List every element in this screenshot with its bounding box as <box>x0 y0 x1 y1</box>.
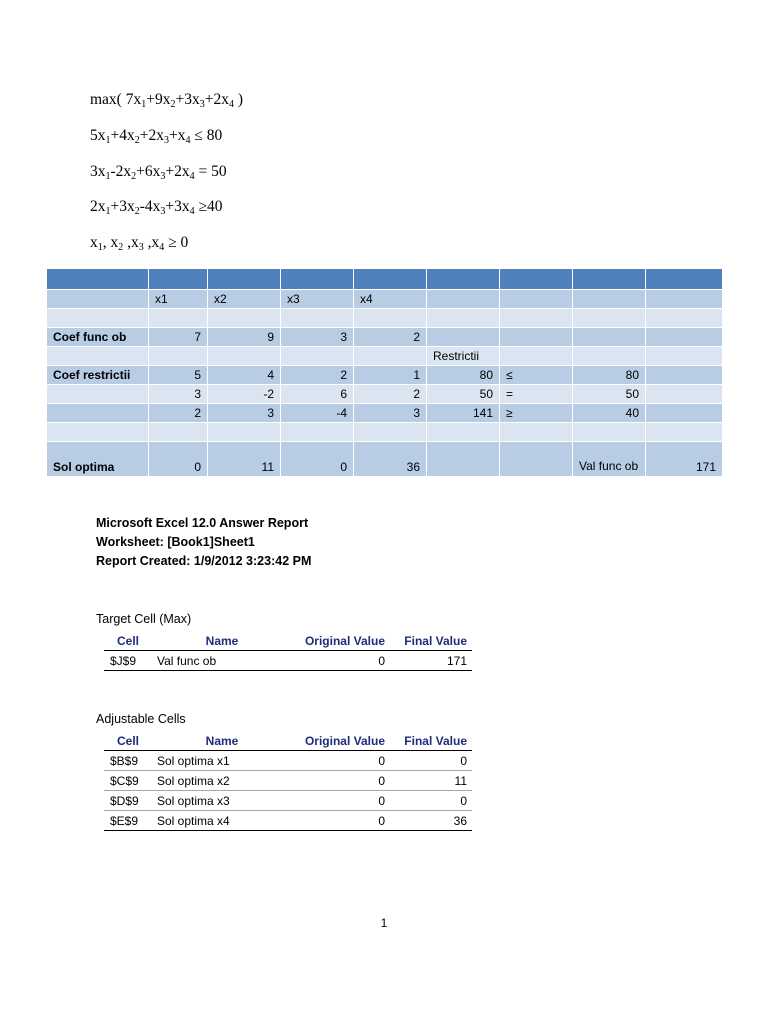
coef-func-row <box>47 328 723 347</box>
restriction-label <box>47 385 149 404</box>
var-x3: x3 <box>281 290 354 309</box>
final-value: 0 <box>390 751 472 771</box>
restriction-lhs: 141 <box>427 404 500 423</box>
adjustable-cells-title: Adjustable Cells <box>96 712 186 726</box>
restriction-row <box>47 385 723 404</box>
report-created: Report Created: 1/9/2012 3:23:42 PM <box>96 554 312 568</box>
restriction-coef: 2 <box>149 404 208 423</box>
variables-row <box>47 290 723 309</box>
table-row <box>104 791 472 811</box>
coef-func-x3: 3 <box>281 328 354 347</box>
objective-value-label: Val func ob <box>573 442 646 477</box>
restriction-coef: 4 <box>208 366 281 385</box>
restriction-rhs: 40 <box>573 404 646 423</box>
restriction-row <box>47 366 723 385</box>
restriction-coef: 2 <box>281 366 354 385</box>
var-x2: x2 <box>208 290 281 309</box>
header-cell: Cell <box>104 731 152 751</box>
table-header-row <box>104 631 472 651</box>
var-x4: x4 <box>354 290 427 309</box>
restriction-label <box>47 404 149 423</box>
header-original-value: Original Value <box>292 631 390 651</box>
final-value: 0 <box>390 791 472 811</box>
objective-equation: max( $7x_1+9x_2+3x_3+2x_4$ ) <box>90 91 244 110</box>
original-value: 0 <box>292 791 390 811</box>
report-worksheet: Worksheet: [Book1]Sheet1 <box>96 535 255 549</box>
final-value: 36 <box>390 811 472 831</box>
table-header-row <box>104 731 472 751</box>
restriction-coef: 2 <box>354 385 427 404</box>
constraint-2-equation: $3x_1-2x_2+6x_3+2x_4 = 50$ <box>90 163 227 182</box>
spacer-row <box>47 309 723 328</box>
coef-func-x1: 7 <box>149 328 208 347</box>
solution-x2: 11 <box>208 442 281 477</box>
constraint-1-equation: $5x_1+4x_2+2x_3+x_4 \le 80$ <box>90 127 223 146</box>
lp-spreadsheet-table <box>46 268 723 477</box>
solution-label: Sol optima <box>47 442 149 477</box>
restriction-coef: 6 <box>281 385 354 404</box>
restriction-rhs: 50 <box>573 385 646 404</box>
header-row <box>47 269 723 290</box>
final-value: 11 <box>390 771 472 791</box>
final-value: 171 <box>390 651 472 671</box>
restriction-lhs: 50 <box>427 385 500 404</box>
page-number: 1 <box>380 916 388 930</box>
coef-func-x2: 9 <box>208 328 281 347</box>
header-name: Name <box>152 731 292 751</box>
constraint-3-equation: $2x_1+3x_2-4x_3+3x_4 \ge 40$ <box>90 198 223 217</box>
restriction-row <box>47 404 723 423</box>
restriction-lhs: 80 <box>427 366 500 385</box>
cell-ref: $E$9 <box>104 811 152 831</box>
cell-ref: $J$9 <box>104 651 152 671</box>
var-x1: x1 <box>149 290 208 309</box>
table-row <box>104 771 472 791</box>
restriction-coef: 5 <box>149 366 208 385</box>
target-cell-table <box>104 631 472 671</box>
restriction-coef: -2 <box>208 385 281 404</box>
restrictions-label: Restrictii <box>427 347 500 366</box>
original-value: 0 <box>292 651 390 671</box>
cell-name: Sol optima x4 <box>152 811 292 831</box>
objective-value: 171 <box>646 442 723 477</box>
header-final-value: Final Value <box>390 631 472 651</box>
header-original-value: Original Value <box>292 731 390 751</box>
cell-ref: $C$9 <box>104 771 152 791</box>
restriction-operator: ≥ <box>500 404 573 423</box>
cell-name: Sol optima x1 <box>152 751 292 771</box>
restriction-coef: 1 <box>354 366 427 385</box>
adjustable-cells-table <box>104 731 472 831</box>
restriction-coef: 3 <box>354 404 427 423</box>
table-row <box>104 651 472 671</box>
coef-func-x4: 2 <box>354 328 427 347</box>
cell-ref: $D$9 <box>104 791 152 811</box>
nonnegativity-equation: $x_1$, $x_2$ $,x_3$ $,x_4 \ge 0$ <box>90 234 189 253</box>
restriction-coef: 3 <box>149 385 208 404</box>
restriction-operator: = <box>500 385 573 404</box>
header-name: Name <box>152 631 292 651</box>
solution-x1: 0 <box>149 442 208 477</box>
header-final-value: Final Value <box>390 731 472 751</box>
table-row <box>104 751 472 771</box>
cell-ref: $B$9 <box>104 751 152 771</box>
restriction-coef: 3 <box>208 404 281 423</box>
spacer-row <box>47 423 723 442</box>
header-cell: Cell <box>104 631 152 651</box>
coef-func-label: Coef func ob <box>47 328 149 347</box>
restriction-rhs: 80 <box>573 366 646 385</box>
cell-name: Sol optima x3 <box>152 791 292 811</box>
cell-name: Val func ob <box>152 651 292 671</box>
restriction-coef: -4 <box>281 404 354 423</box>
report-title: Microsoft Excel 12.0 Answer Report <box>96 516 309 530</box>
table-row <box>104 811 472 831</box>
target-cell-title: Target Cell (Max) <box>96 612 192 626</box>
restriction-operator: ≤ <box>500 366 573 385</box>
original-value: 0 <box>292 811 390 831</box>
cell-name: Sol optima x2 <box>152 771 292 791</box>
solution-x4: 36 <box>354 442 427 477</box>
original-value: 0 <box>292 751 390 771</box>
solution-row <box>47 442 723 477</box>
original-value: 0 <box>292 771 390 791</box>
restriction-label: Coef restrictii <box>47 366 149 385</box>
restrictions-label-row <box>47 347 723 366</box>
solution-x3: 0 <box>281 442 354 477</box>
